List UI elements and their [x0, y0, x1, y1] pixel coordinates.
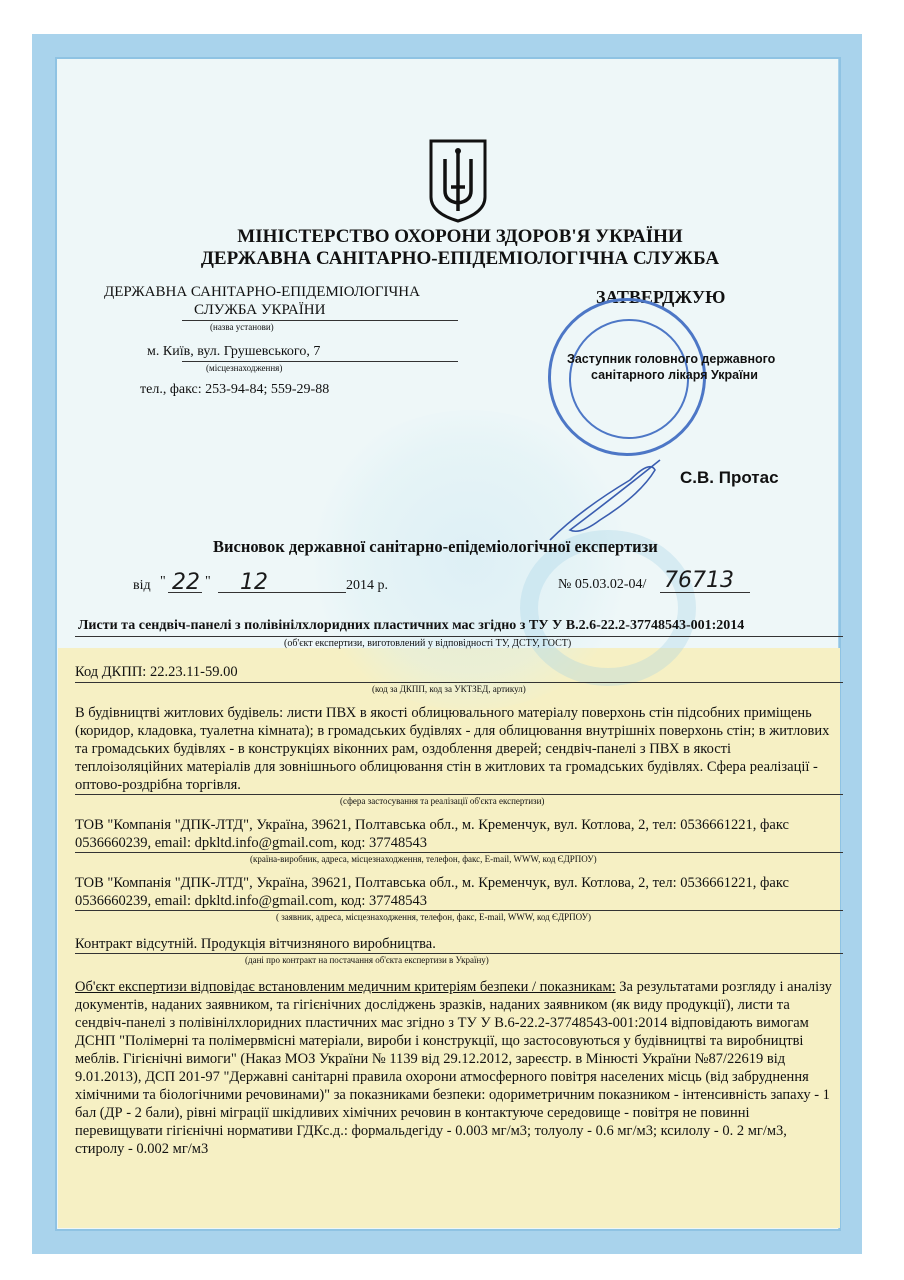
- institution-address: м. Київ, вул. Грушевського, 7: [147, 344, 321, 359]
- signature-icon: [540, 440, 680, 550]
- contract-underline: [75, 953, 843, 954]
- institution-underline: [182, 320, 458, 321]
- date-prefix: від: [133, 578, 151, 593]
- date-month: 12: [240, 570, 268, 595]
- object-caption: (об'єкт експертизи, виготовлений у відповідності ТУ, ДСТУ, ГОСТ): [284, 638, 572, 649]
- object-text: Листи та сендвіч-панелі з полівінілхлоридних пластичних мас згідно з ТУ У В.2.6-22.2-37748543-001:2014: [78, 618, 745, 633]
- number-underline: [660, 592, 750, 593]
- code-caption: (код за ДКПП, код за УКТЗЕД, артикул): [372, 684, 526, 694]
- criteria-lead: Об'єкт експертизи відповідає встановленим медичним критеріям безпеки / показникам:: [75, 979, 616, 995]
- date-day: 22: [172, 570, 200, 595]
- object-underline: [75, 636, 843, 637]
- number-prefix: № 05.03.02-04/: [558, 577, 647, 592]
- scope-text: В будівництві житлових будівель: листи ПВХ в якості облицювального матеріалу поверхонь стін підсобних приміщень (коридор, кладовка, туалетна кімната); в громадських будівлях - для облицювання внутрішніх поверхонь стін; в житлових та громадських будівлях - в конструкціях віконних рам, оздоблення дверей; сендвіч-панелі з ПВХ в якості теплоізоляційних матеріалів для зовнішнього облицювання стін в житлових та громадських будівлях. Сфера реалізації - оптово-роздрібна торгівля.: [75, 705, 830, 793]
- applicant-caption: ( заявник, адреса, місцезнаходження, телефон, факс, E-mail, WWW, код ЄДРПОУ): [276, 912, 591, 922]
- contract-caption: (дані про контракт на постачання об'єкта експертизи в Україну): [245, 955, 489, 965]
- contract-text: Контракт відсутній. Продукція вітчизняного виробництва.: [75, 936, 436, 952]
- address-underline: [182, 361, 458, 362]
- manufacturer-caption: (країна-виробник, адреса, місцезнаходження, телефон, факс, E-mail, WWW, код ЄДРПОУ): [250, 854, 597, 864]
- approval-position-line2: санітарного лікаря України: [591, 368, 758, 382]
- applicant-underline: [75, 910, 843, 911]
- approval-signer: С.В. Протас: [680, 468, 779, 487]
- institution-caption: (назва установи): [210, 322, 274, 332]
- institution-phone: тел., факс: 253-94-84; 559-29-88: [140, 382, 330, 397]
- date-close-quote: ": [205, 574, 211, 589]
- code-underline: [75, 682, 843, 683]
- date-day-underline: [168, 592, 202, 593]
- manufacturer-text: ТОВ "Компанія "ДПК-ЛТД", Україна, 39621, Полтавська обл., м. Кременчук, вул. Котлова, 2, тел: 0536661221, факс 0536660239, email: dpkltd.info@gmail.com, код: 37748543: [75, 817, 789, 851]
- address-caption: (місцезнаходження): [206, 363, 283, 373]
- criteria-text: За результатами розгляду і аналізу документів, наданих заявником, та гігієнічних досліджень зразків, наданих заявником (як виду продукції), листи та сендвіч-панелі з полівінілхлоридних пластичних мас згідно з ТУ У В.6-22.2-37748543-001:2014 відповідають вимогам ДСНП "Полімерні та полімервмісні матеріали, вироби і конструкції, що застосовуються у будівництві та виробництві меблів. Гігієнічні вимоги" (Наказ МОЗ України № 1139 від 29.12.2012, зареєстр. в Мінюсті України №87/22619 від 9.01.2013), ДСП 201-97 "Державні санітарні правила охорони атмосферного повітря населених місць (від забруднення хімічними та біологічними речовинами)" за показниками безпеки: одориметричним показником - інтенсивність запаху - 1 бал (ДР - 2 бали), рівні міграції шкідливих хімічних речовин в контактуюче середовище - повітря не повинні перевищувати гігієнічні нормативи ГДКс.д.: формальдегіду - 0.003 мг/м3; толуолу - 0.6 мг/м3; ксилолу - 0. 2 мг/м3, стиролу - 0.002 мг/м3: [75, 979, 832, 1157]
- conclusion-number: 76713: [664, 568, 734, 593]
- applicant-text: ТОВ "Компанія "ДПК-ЛТД", Україна, 39621, Полтавська обл., м. Кременчук, вул. Котлова, 2, тел: 0536661221, факс 0536660239, email: dpkltd.info@gmail.com, код: 37748543: [75, 875, 789, 909]
- approval-position-line1: Заступник головного державного: [567, 352, 776, 366]
- institution-name-line2: СЛУЖБА УКРАЇНИ: [194, 302, 326, 318]
- criteria-paragraph: [75, 978, 835, 1158]
- date-open-quote: ": [160, 574, 166, 589]
- ministry-title: МІНІСТЕРСТВО ОХОРОНИ ЗДОРОВ'Я УКРАЇНИ: [237, 226, 683, 247]
- scope-caption: (сфера застосування та реалізації об'єкта експертизи): [340, 796, 545, 806]
- date-year: 2014 р.: [346, 578, 388, 593]
- scope-underline: [75, 794, 843, 795]
- institution-name-line1: ДЕРЖАВНА САНІТАРНО-ЕПІДЕМІОЛОГІЧНА: [104, 284, 420, 300]
- trident-emblem-icon: [427, 137, 489, 223]
- date-month-underline: [218, 592, 346, 593]
- conclusion-title: Висновок державної санітарно-епідеміологічної експертизи: [213, 537, 658, 556]
- manufacturer-underline: [75, 852, 843, 853]
- code-text: Код ДКПП: 22.23.11-59.00: [75, 664, 238, 680]
- service-title: ДЕРЖАВНА САНІТАРНО-ЕПІДЕМІОЛОГІЧНА СЛУЖБА: [200, 248, 720, 269]
- approval-title: ЗАТВЕРДЖУЮ: [596, 287, 726, 307]
